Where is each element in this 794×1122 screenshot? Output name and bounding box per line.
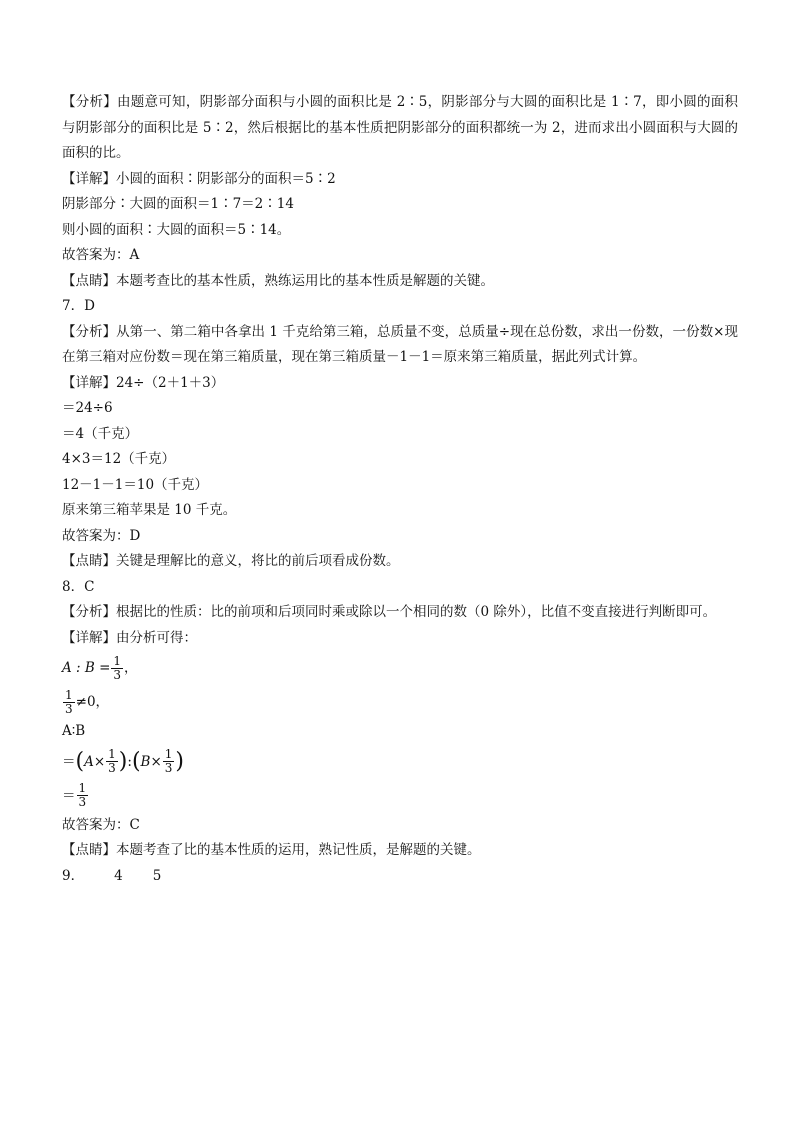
q6-comment: 【点睛】本题考查比的基本性质，熟练运用比的基本性质是解题的关键。 [62,272,494,289]
left-paren-icon: ( [75,748,85,774]
analysis-text: 由题意可知，阴影部分面积与小圆的面积比是 2∶5，阴影部分与大圆的面积比是 1∶7，即小圆的面积与阴影部分的面积比是 5∶2，然后根据比的基本性质把阴影部分的面积都统一为 2，进而求出小圆面积与大圆的面积的比。 [62,94,738,161]
fraction-one-third: $\frac{1}{3}$ [78,781,87,809]
right-paren-icon: ) [175,748,185,774]
q7-detail-2: ＝24÷6 [62,400,113,416]
analysis-text: 从第一、第二箱中各拿出 1 千克给第三箱，总质量不变，总质量÷现在总份数，求出一份数，一份数×现在第三箱对应份数＝现在第三箱质量，现在第三箱质量－1－1＝原来第三箱质量，据此列式计算。 [62,323,739,365]
analysis-label: 【分析】 [62,323,117,340]
q6-answer: 故答案为：A [62,247,140,263]
q7-detail-3: ＝4（千克） [62,425,139,442]
q7-answer: 故答案为：D [62,527,141,544]
analysis-label: 【分析】 [62,604,116,620]
q7-comment: 【点睛】关键是理解比的意义，将比的前后项看成份数。 [62,553,400,569]
q6-analysis [62,90,738,167]
ratio-expression: A : B = [62,660,111,676]
q8-eq-ratio-fraction: A : B = $\frac{1}{3}$ ， [62,651,738,685]
q8-ratio-line: A∶B [62,723,86,739]
analysis-text: 根据比的性质：比的前项和后项同时乘或除以一个相同的数（0 除外），比值不变直接进行判断即可。 [116,604,717,620]
comment-label: 【点睛】 [62,842,116,858]
solution-content [62,90,738,889]
q6-detail-1: 【详解】小圆的面积∶阴影部分的面积＝5∶2 [62,170,336,187]
q7-detail-1: 【详解】24÷（2＋1＋3） [62,374,225,391]
fraction-one-third: $\frac{1}{3}$ [113,653,122,682]
q8-eq-multiply: ＝ ( A× $\frac{1}{3}$ ) : ( B× $\frac{1}{3}$ ) [62,747,185,775]
comment-label: 【点睛】 [62,272,116,289]
q8-comment: 【点睛】本题考查了比的基本性质的运用，熟记性质，是解题的关键。 [62,842,481,858]
q7-analysis [62,320,738,371]
detail-label: 【详解】 [62,629,116,646]
q8-analysis [62,600,738,626]
fraction-one-third: $\frac{1}{3}$ [108,747,116,775]
detail-label: 【详解】 [62,374,116,391]
q7-number: 7．D [62,298,95,314]
q8-detail-1: 【详解】由分析可得： [62,629,197,646]
q7-detail-5: 12－1－1＝10（千克） [62,476,209,493]
q8-eq-nonzero: $\frac{1}{3}$ ≠0， [65,687,110,716]
q6-detail-3: 则小圆的面积∶大圆的面积＝5∶14。 [62,221,291,238]
q7-detail-4: 4×3＝12（千克） [62,451,176,467]
q8-number: 8．C [62,578,95,595]
fraction-one-third: $\frac{1}{3}$ [164,747,173,775]
blank-answer-2: 5 [152,867,162,884]
comment-label: 【点睛】 [62,553,116,569]
blank-answer-1: 4 [114,867,123,884]
q8-answer: 故答案为：C [62,816,140,833]
q6-detail-2: 阴影部分∶大圆的面积＝1∶7＝2∶14 [62,196,294,212]
q7-detail-6: 原来第三箱苹果是 10 千克。 [62,502,237,518]
q9-number: 9． 4 5 [62,867,162,884]
right-paren-icon: ) [118,748,128,774]
fraction-one-third: $\frac{1}{3}$ [65,687,73,716]
q8-eq-result: ＝ $\frac{1}{3}$ [62,781,87,809]
detail-label: 【详解】 [62,170,116,187]
left-paren-icon: ( [131,748,141,774]
analysis-label: 【分析】 [62,94,118,110]
